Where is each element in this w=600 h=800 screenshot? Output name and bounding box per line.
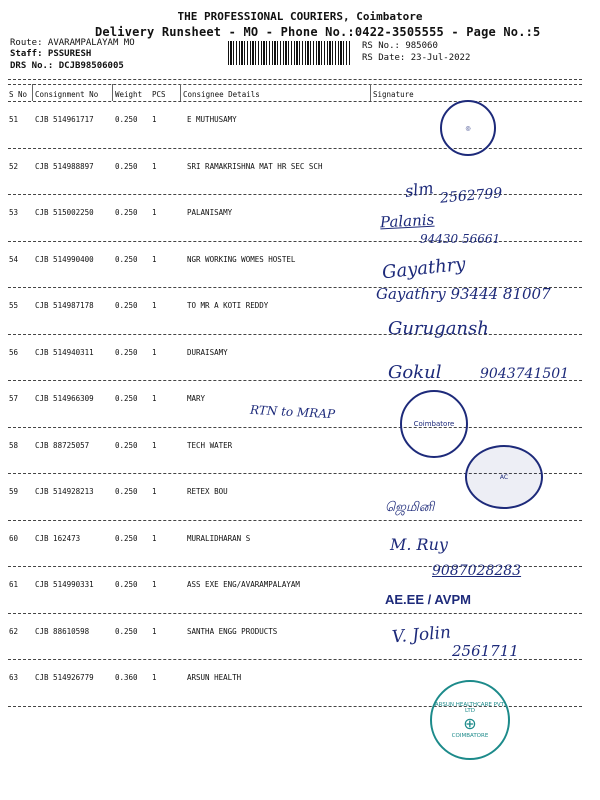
stamp-ae-avpm: AE.EE / AVPM [385, 592, 471, 607]
row-consignment-no: CJB 514988897 [35, 161, 94, 171]
row-weight: 0.250 [115, 580, 138, 589]
row-consignment-no: CJB 514961717 [35, 115, 94, 124]
signature-54: Gayathry [381, 253, 467, 284]
column-header-divider [8, 101, 582, 102]
row-weight: 0.250 [115, 626, 138, 636]
row-pcs: 1 [152, 301, 157, 310]
row-consignment-no: CJB 514926779 [35, 673, 94, 682]
row-weight: 0.250 [115, 394, 138, 403]
row-consignee: MARY [187, 394, 206, 403]
row-consignee: SANTHA ENGG PRODUCTS [187, 626, 278, 636]
row-weight: 0.250 [115, 301, 138, 310]
handwriting-55: Gayathry 93444 81007 [376, 285, 551, 303]
row-weight: 0.250 [115, 115, 138, 124]
stamp-arsun-logo-icon: ⊕ [463, 713, 477, 733]
row-pcs: 1 [152, 208, 157, 217]
row-pcs: 1 [152, 580, 157, 589]
col-header-sno: S No [9, 90, 28, 99]
row-consignee: DURAISAMY [187, 347, 228, 357]
row-divider [8, 334, 582, 335]
row-sno: 57 [9, 394, 19, 403]
handwriting-phone-52: 2562799 [439, 185, 503, 207]
row-sno: 63 [9, 673, 19, 682]
row-consignment-no: CJB 514966309 [35, 394, 94, 403]
staff-label: Staff: PSSURESH [10, 49, 92, 59]
signature-56a: Gurugansh [388, 318, 489, 339]
signature-53: Palanis [379, 210, 435, 232]
row-consignee: SRI RAMAKRISHNA MAT HR SEC SCH [187, 161, 323, 171]
runsheet-title: Delivery Runsheet - MO - Phone No.:0422-3505555 - Page No.:5 [95, 25, 541, 39]
signature-52: ꜱlm [403, 178, 435, 201]
handwriting-phone-53: 94430 56661 [420, 232, 501, 246]
row-sno: 51 [9, 115, 19, 124]
row-consignment-no: CJB 88610598 [35, 626, 90, 636]
row-consignee: ASS EXE ENG/AVARAMPALAYAM [187, 580, 300, 589]
signature-57: Gokul [388, 362, 442, 383]
row-consignment-no: CJB 514928213 [35, 487, 94, 496]
row-consignee: TO MR A KOTI REDDY [187, 301, 269, 310]
row-consignment-no: CJB 514940311 [35, 347, 94, 357]
row-sno: 54 [9, 254, 19, 264]
row-consignee: RETEX BOU [187, 487, 228, 496]
row-pcs: 1 [152, 254, 157, 264]
row-sno: 61 [9, 580, 19, 589]
row-divider [8, 613, 582, 614]
row-pcs: 1 [152, 440, 157, 450]
company-title: THE PROFESSIONAL COURIERS, Coimbatore [177, 10, 423, 23]
stamp-coimbatore: Coimbatore [400, 390, 468, 458]
row-divider [8, 148, 582, 149]
stamp-arsun-name: ARSUN HEALTHCARE PVT. LTD [434, 701, 506, 714]
row-consignment-no: CJB 515002250 [35, 208, 94, 217]
stamp-arsun [430, 680, 510, 760]
signature-62: V. Jolin [391, 622, 452, 648]
row-divider [8, 520, 582, 521]
row-consignee: TECH WATER [187, 440, 233, 450]
col-header-consignment: Consignment No [35, 90, 99, 99]
row-sno: 58 [9, 440, 19, 450]
rs-number: RS No.: 985060 [362, 41, 438, 51]
col-sep [112, 84, 113, 101]
row-consignment-no: CJB 514990331 [35, 580, 94, 589]
row-consignment-no: CJB 88725057 [35, 440, 90, 450]
row-sno: 60 [9, 533, 19, 543]
row-pcs: 1 [152, 394, 157, 403]
stamp-arsun-city: COIMBATORE [451, 732, 489, 739]
row-pcs: 1 [152, 673, 157, 682]
row-pcs: 1 [152, 347, 157, 357]
header-divider-2 [8, 84, 582, 85]
col-sep [370, 84, 371, 101]
col-header-weight: Weight [115, 90, 143, 99]
col-sep [32, 84, 33, 101]
row-pcs: 1 [152, 487, 157, 496]
row-sno: 55 [9, 301, 19, 310]
signature-60: M. Ruy [390, 535, 448, 554]
row-weight: 0.250 [115, 161, 138, 171]
route-label: Route: AVARAMPALAYAM MO [10, 38, 135, 48]
handwriting-phone-61: 9087028283 [432, 563, 522, 579]
row-weight: 0.250 [115, 440, 138, 450]
row-pcs: 1 [152, 626, 157, 636]
barcode [228, 41, 350, 65]
row-weight: 0.250 [115, 487, 138, 496]
handwriting-return-note: RTN to MRAP [249, 402, 336, 422]
row-weight: 0.250 [115, 254, 138, 264]
col-sep [180, 84, 181, 101]
row-sno: 62 [9, 626, 19, 636]
row-consignment-no: CJB 162473 [35, 533, 81, 543]
stamp-59: AC [465, 445, 543, 509]
stamp-51: ◎ [440, 100, 496, 156]
row-weight: 0.360 [115, 673, 138, 682]
row-sno: 53 [9, 208, 19, 217]
row-weight: 0.250 [115, 347, 138, 357]
row-consignee: ARSUN HEALTH [187, 673, 242, 682]
row-sno: 59 [9, 487, 19, 496]
row-consignee: MURALIDHARAN S [187, 533, 251, 543]
row-consignment-no: CJB 514990400 [35, 254, 94, 264]
row-sno: 56 [9, 347, 19, 357]
row-consignee: E MUTHUSAMY [187, 115, 237, 124]
row-consignee: NGR WORKING WOMES HOSTEL [187, 254, 296, 264]
row-pcs: 1 [152, 161, 157, 171]
col-header-pcs: PCS [152, 90, 166, 99]
handwriting-phone-62: 2561711 [452, 642, 519, 660]
row-pcs: 1 [152, 115, 157, 124]
header-divider [8, 79, 582, 80]
signature-60-tamil: ஜெமினி [385, 500, 435, 515]
col-header-consignee: Consignee Details [183, 90, 260, 99]
handwriting-phone-57: 9043741501 [480, 366, 570, 382]
drs-number: DRS No.: DCJB98506005 [10, 61, 124, 71]
row-consignment-no: CJB 514987178 [35, 301, 94, 310]
row-consignee: PALANISAMY [187, 208, 233, 217]
col-header-signature: Signature [373, 90, 414, 99]
rs-date: RS Date: 23-Jul-2022 [362, 53, 471, 63]
row-pcs: 1 [152, 533, 157, 543]
row-divider [8, 427, 582, 428]
row-weight: 0.250 [115, 208, 138, 217]
row-sno: 52 [9, 161, 19, 171]
row-weight: 0.250 [115, 533, 138, 543]
